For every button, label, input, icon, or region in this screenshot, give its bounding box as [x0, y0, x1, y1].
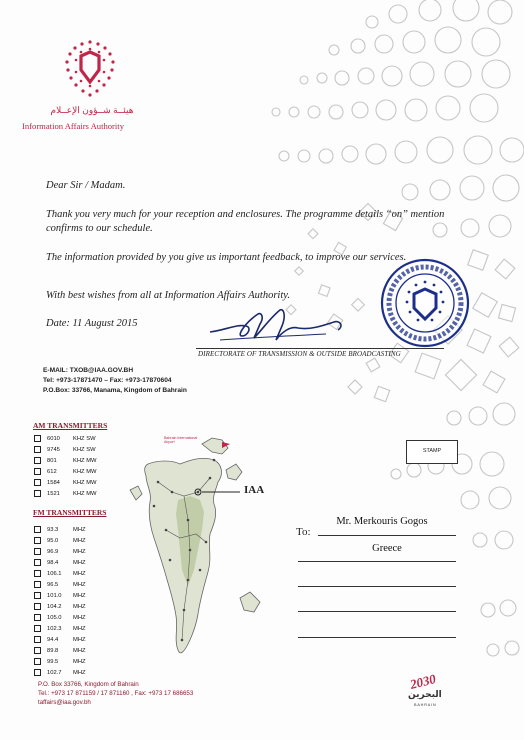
am-frequency: 6010 [47, 436, 60, 442]
contact-tel: Tel: +973-17871470 – Fax: +973-17870604 [43, 377, 172, 384]
fm-row [34, 602, 86, 612]
fm-row [34, 580, 86, 590]
checkbox [34, 548, 41, 555]
checkbox [34, 570, 41, 577]
am-unit: KHZ MW [73, 469, 97, 475]
logo-latin: BAHRAIN [414, 703, 437, 707]
footer-pobox: P.O. Box 33766, Kingdom of Bahrain [38, 681, 139, 688]
fm-unit: MHZ [73, 604, 86, 610]
fm-unit: MHZ [73, 670, 86, 676]
fm-row [34, 569, 86, 579]
am-unit: KHZ MW [73, 458, 97, 464]
fm-row [34, 668, 86, 678]
checkbox [34, 625, 41, 632]
am-frequency: 612 [47, 469, 57, 475]
fm-row [34, 536, 86, 546]
am-unit: KHZ MW [73, 491, 97, 497]
fm-unit: MHZ [73, 527, 86, 533]
fm-frequency: 95.0 [47, 538, 59, 544]
fm-frequency: 89.8 [47, 648, 59, 654]
fm-unit: MHZ [73, 582, 86, 588]
fm-frequency: 94.4 [47, 637, 59, 643]
contact-email: E-MAIL: TXOB@IAA.GOV.BH [43, 367, 134, 374]
stamp-box [406, 440, 458, 464]
fm-frequency: 101.0 [47, 593, 62, 599]
fm-row [34, 558, 86, 568]
paragraph-2: The information provided by you give us important feedback, to improve our services. [46, 252, 407, 263]
signature [206, 296, 356, 350]
stamp-label: STAMP [422, 448, 442, 454]
fm-frequency: 96.5 [47, 582, 59, 588]
checkbox [34, 526, 41, 533]
to-label: To: [296, 526, 311, 538]
am-frequency: 801 [47, 458, 57, 464]
fm-row [34, 646, 86, 656]
paragraph-3: With best wishes from all at Information Affairs Authority. [46, 290, 290, 301]
paragraph-1: Thank you very much for your reception and enclosures. The programme details “on” mention confirms to our schedule. [46, 209, 445, 234]
am-row [34, 456, 97, 466]
address-line [298, 561, 456, 562]
am-frequency: 1521 [47, 491, 60, 497]
logo-number: 2030 [408, 671, 438, 692]
checkbox [34, 592, 41, 599]
fm-frequency: 106.1 [47, 571, 62, 577]
checkbox [34, 559, 41, 566]
am-row [34, 434, 96, 444]
fm-frequency: 93.3 [47, 527, 59, 533]
fm-unit: MHZ [73, 560, 86, 566]
fm-unit: MHZ [73, 549, 86, 555]
fm-row [34, 635, 86, 645]
arabic-org-name: هيئــة شــؤون الإعــلام [50, 105, 134, 115]
recipient-name: Mr. Merkouris Gogos [336, 516, 428, 527]
iaa-map-label: IAA [244, 484, 265, 496]
checkbox [34, 603, 41, 610]
fm-row [34, 547, 86, 557]
checkbox [34, 468, 41, 475]
fm-frequency: 104.2 [47, 604, 62, 610]
fm-frequency: 102.7 [47, 670, 62, 676]
checkbox [34, 537, 41, 544]
fm-row [34, 624, 86, 634]
checkbox [34, 581, 41, 588]
checkbox [34, 658, 41, 665]
fm-unit: MHZ [73, 593, 86, 599]
official-seal [378, 256, 472, 350]
checkbox [34, 435, 41, 442]
directorate-rule [196, 348, 444, 349]
fm-frequency: 98.4 [47, 560, 59, 566]
fm-unit: MHZ [73, 615, 86, 621]
checkbox [34, 647, 41, 654]
address-line [318, 535, 456, 536]
iaa-logo [60, 38, 120, 102]
checkbox [34, 457, 41, 464]
fm-unit: MHZ [73, 659, 86, 665]
checkbox [34, 636, 41, 643]
fm-frequency: 99.5 [47, 659, 59, 665]
fm-transmitters-title: FM TRANSMITTERS [33, 508, 107, 517]
logo-arabic: البحرين [408, 690, 442, 700]
am-row [34, 478, 97, 488]
am-row [34, 489, 97, 499]
am-frequency: 1584 [47, 480, 60, 486]
checkbox [34, 614, 41, 621]
fm-unit: MHZ [73, 571, 86, 577]
letter-date: Date: 11 August 2015 [46, 318, 138, 329]
address-line [298, 586, 456, 587]
am-row [34, 445, 96, 455]
am-frequency: 9745 [47, 447, 60, 453]
org-name: Information Affairs Authority [22, 121, 124, 131]
checkbox [34, 479, 41, 486]
address-line [298, 611, 456, 612]
fm-unit: MHZ [73, 538, 86, 544]
fm-row [34, 613, 86, 623]
fm-unit: MHZ [73, 637, 86, 643]
fm-frequency: 102.3 [47, 626, 62, 632]
contact-pobox: P.O.Box: 33766, Manama, Kingdom of Bahrain [43, 387, 187, 394]
am-unit: KHZ SW [73, 436, 96, 442]
checkbox [34, 669, 41, 676]
am-row [34, 467, 97, 477]
recipient-country: Greece [372, 543, 402, 554]
airport-label: Bahrain International Airport [164, 436, 198, 444]
address-line [298, 637, 456, 638]
fm-row [34, 525, 86, 535]
fm-row [34, 591, 86, 601]
am-unit: KHZ SW [73, 447, 96, 453]
am-transmitters-title: AM TRANSMITTERS [33, 421, 108, 430]
fm-unit: MHZ [73, 648, 86, 654]
fm-frequency: 105.0 [47, 615, 62, 621]
directorate-title: DIRECTORATE OF TRANSMISSION & OUTSIDE BROADCASTING [198, 350, 401, 358]
footer-tel: Tel.: +973 17 871159 / 17 871160 , Fax: +973 17 686653 [38, 690, 194, 697]
fm-row [34, 657, 86, 667]
checkbox [34, 490, 41, 497]
bahrain-map [118, 430, 278, 672]
fm-unit: MHZ [73, 626, 86, 632]
footer-email: taffairs@iaa.gov.bh [38, 699, 91, 706]
fm-frequency: 96.9 [47, 549, 59, 555]
bahrain-2030-logo [402, 671, 462, 716]
salutation: Dear Sir / Madam. [46, 180, 126, 191]
checkbox [34, 446, 41, 453]
am-unit: KHZ MW [73, 480, 97, 486]
